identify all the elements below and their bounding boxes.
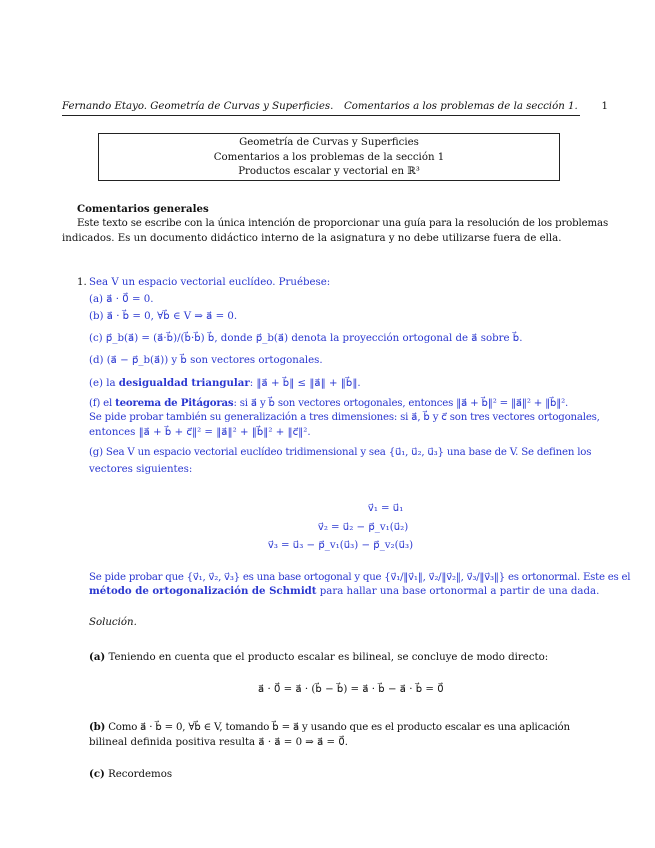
eq-v2-right: = u⃗₂ − p⃗_v₁(u⃗₂): [331, 522, 409, 533]
problem-intro: Sea V un espacio vectorial euclídeo. Pruébese:: [89, 277, 331, 288]
solution-a-label: (a): [89, 651, 106, 663]
solution-b: [89, 721, 570, 733]
problem-item-d: (d) (a⃗ − p⃗_b(a⃗)) y b⃗ son vectores ortogonales.: [89, 355, 323, 366]
title-line-3: Productos escalar y vectorial en ℝ³: [238, 166, 420, 177]
title-box: [98, 133, 560, 181]
problem-item-c: (c) p⃗_b(a⃗) = (a⃗·b⃗)/(b⃗·b⃗) b⃗, donde p⃗_b(a⃗) denota la proyección ortogonal de a⃗ sobre b⃗.: [89, 333, 523, 344]
problem-item-g-line-2: vectores siguientes:: [89, 464, 193, 475]
eq-v1-left: v⃗₁: [367, 503, 378, 514]
page-number: 1: [601, 101, 608, 112]
header-section-title: Comentarios a los problemas de la sección 1.: [344, 101, 578, 112]
problem-item-b: (b) a⃗ · b⃗ = 0, ∀b⃗ ∈ V ⇒ a⃗ = 0.: [89, 311, 238, 322]
solution-b-line-2: bilineal definida positiva resulta a⃗ · a⃗ = 0 ⇒ a⃗ = 0⃗.: [89, 737, 349, 748]
eq-v1-right: = u⃗₁: [381, 503, 404, 514]
item-f-prefix: (f) el: [89, 398, 116, 409]
solution-a: [89, 651, 548, 663]
item-e-term: desigualdad triangular: [118, 377, 250, 389]
solution-c-label: (c): [89, 768, 105, 780]
solution-c: [89, 768, 172, 780]
solution-b-label: (b): [89, 721, 106, 733]
general-paragraph-line-2: indicados. Es un documento didáctico interno de la asignatura y no debe utilizarse fuera de ella.: [62, 233, 562, 244]
eq-v3-left: v⃗₃: [267, 540, 278, 551]
solution-label: Solución.: [89, 617, 137, 628]
item-e-prefix: (e) la: [89, 378, 119, 389]
schmidt-method-statement: para hallar una base ortonormal a partir de una dada.: [316, 586, 600, 597]
problem-item-e: [89, 377, 361, 389]
problem-item-f-line-2: Se pide probar también su generalización a tres dimensiones: si a⃗, b⃗ y c⃗ son tres vectores ortogonales,: [89, 412, 600, 423]
general-heading: Comentarios generales: [77, 203, 209, 215]
eq-v2-left: v⃗₂: [317, 522, 328, 533]
title-line-2: Comentarios a los problemas de la sección 1: [213, 151, 445, 163]
header-author-title: Fernando Etayo. Geometría de Curvas y Superficies.: [62, 101, 334, 112]
solution-b-text: Como a⃗ · b⃗ = 0, ∀b⃗ ∈ V, tomando b⃗ = a⃗ y usando que es el producto escalar es una aplicación: [105, 722, 570, 733]
item-e-statement: : ‖a⃗ + b⃗‖ ≤ ‖a⃗‖ + ‖b⃗‖.: [249, 378, 361, 389]
problem-item-g-line-3: Se pide probar que {v⃗₁, v⃗₂, v⃗₃} es una base ortogonal y que {v⃗₁/‖v⃗₁‖, v⃗₂/‖v⃗₂‖, v⃗₃/‖v⃗₃‖} es ortonormal. Este es el: [89, 572, 631, 583]
header-rule: [62, 115, 580, 116]
problem-item-g-line-1: (g) Sea V un espacio vectorial euclídeo tridimensional y sea {u⃗₁, u⃗₂, u⃗₃} una base de V. Se definen los: [89, 447, 592, 458]
schmidt-method-term: método de ortogonalización de Schmidt: [89, 585, 317, 597]
solution-c-text: Recordemos: [104, 769, 173, 780]
item-f-term: teorema de Pitágoras: [115, 397, 234, 409]
title-line-1: Geometría de Curvas y Superficies: [239, 137, 419, 148]
eq-v3-right: = u⃗₃ − p⃗_v₁(u⃗₃) − p⃗_v₂(u⃗₃): [281, 540, 414, 551]
running-header: [62, 101, 608, 117]
solution-a-equation: a⃗ · 0⃗ = a⃗ · (b⃗ − b⃗) = a⃗ · b⃗ − a⃗ · b⃗ = 0⃗: [258, 684, 444, 695]
problem-number: 1.: [77, 277, 87, 288]
solution-a-text: Teniendo en cuenta que el producto escalar es bilineal, se concluye de modo directo:: [105, 652, 549, 663]
problem-item-g-line-4: [89, 585, 599, 597]
problem-item-f: [89, 397, 568, 409]
item-f-statement: : si a⃗ y b⃗ son vectores ortogonales, entonces ‖a⃗ + b⃗‖² = ‖a⃗‖² + ‖b⃗‖².: [233, 398, 569, 409]
problem-item-f-line-3: entonces ‖a⃗ + b⃗ + c⃗‖² = ‖a⃗‖² + ‖b⃗‖² + ‖c⃗‖².: [89, 427, 311, 438]
problem-item-a: (a) a⃗ · 0⃗ = 0.: [89, 294, 154, 305]
general-paragraph-line-1: Este texto se escribe con la única intención de proporcionar una guía para la resolución de los problemas: [77, 218, 609, 229]
